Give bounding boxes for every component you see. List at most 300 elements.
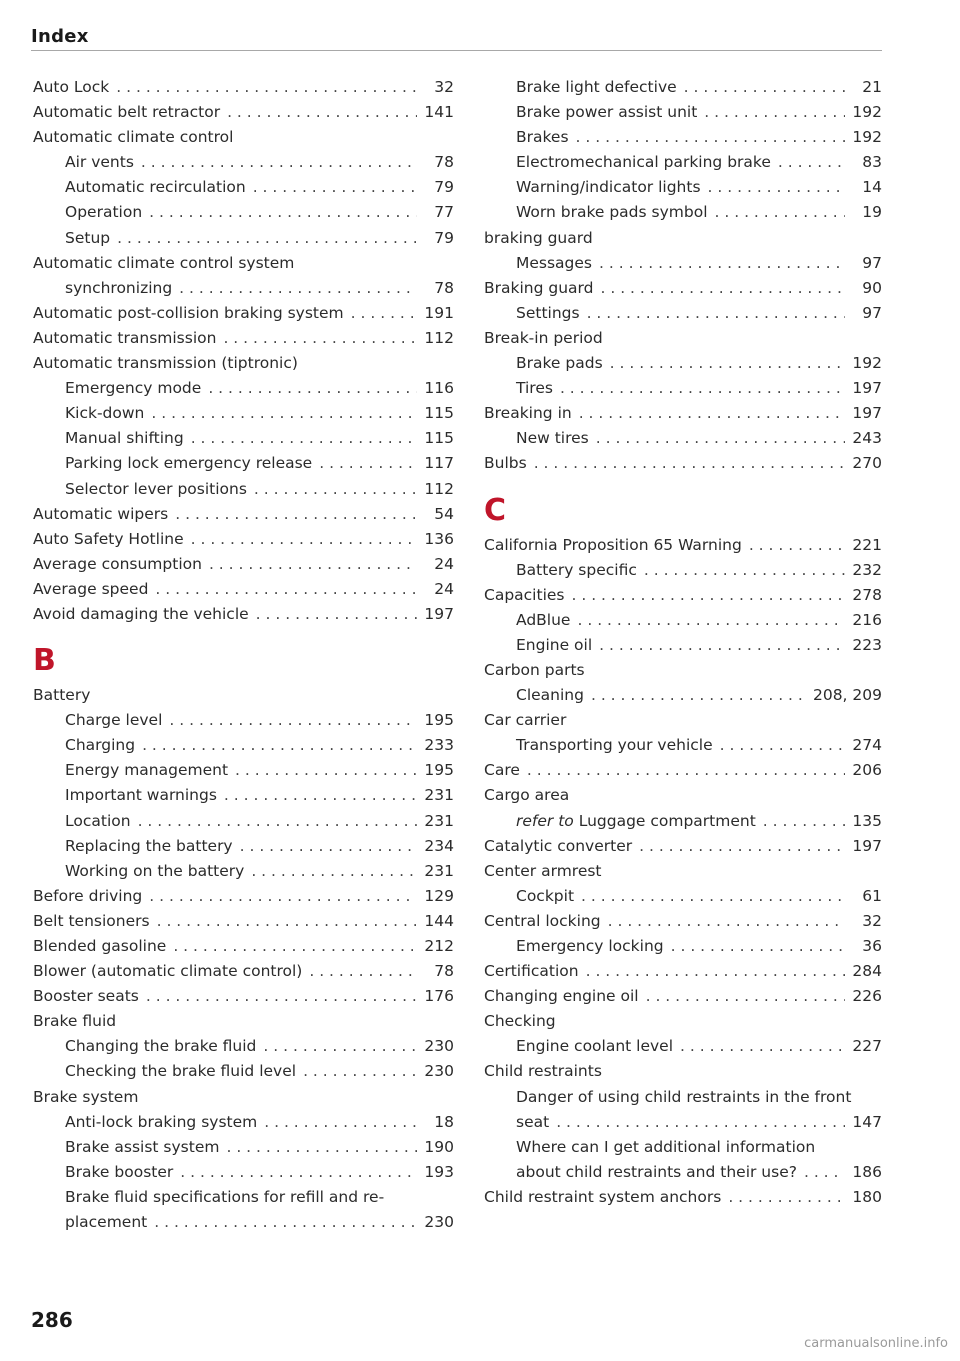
index-subentry (484, 175, 882, 200)
dot-leader (256, 602, 417, 627)
page-reference: 231 (424, 786, 454, 805)
page-reference: 78 (434, 153, 454, 172)
letter-heading: B (33, 643, 56, 679)
index-subentry (33, 226, 454, 251)
entry-label: Engine coolant level (516, 1037, 674, 1056)
page-reference: 243 (852, 429, 882, 448)
page-reference: 192 (852, 103, 882, 122)
index-entry (33, 527, 454, 552)
index-subentry (33, 733, 454, 758)
entry-label: Brake light defective (516, 78, 677, 96)
dot-leader (157, 909, 417, 934)
index-entry (484, 834, 882, 859)
entry-label: Settings (516, 303, 580, 322)
entry-prefix: refer to (516, 811, 574, 830)
index-subentry (484, 683, 882, 708)
page-reference: 24 (434, 579, 454, 598)
page-reference: 97 (862, 253, 882, 272)
index-subentry (33, 783, 454, 808)
entry-label: Transporting your vehicle (516, 736, 713, 755)
dot-leader (599, 251, 845, 276)
entry-label: Before driving (33, 886, 143, 905)
index-entry (484, 226, 882, 251)
index-entry (33, 125, 454, 150)
index-entry (33, 577, 454, 602)
entry-label: Brake pads (516, 354, 603, 373)
dot-leader (586, 959, 845, 984)
entry-label: Emergency locking (516, 937, 664, 955)
index-entry (484, 326, 882, 351)
entry-label: about child restraints and their use? (516, 1162, 797, 1181)
page-reference: 270 (852, 454, 882, 473)
index-entry (33, 502, 454, 527)
dot-leader (180, 1160, 417, 1185)
dot-leader (155, 577, 417, 602)
entry-label: Energy management (65, 761, 229, 780)
index-subentry (484, 558, 882, 583)
index-entry (484, 1185, 882, 1210)
entry-label: Break-in period (484, 328, 603, 347)
dot-leader (527, 758, 845, 783)
entry-label: Parking lock emergency release (65, 454, 313, 473)
index-subentry (33, 150, 454, 175)
dot-leader (708, 175, 845, 200)
index-subentry (484, 633, 882, 658)
dot-leader (191, 426, 417, 451)
dot-leader (226, 1135, 417, 1160)
index-entry (33, 934, 454, 959)
entry-label: Bulbs (484, 454, 527, 473)
watermark: carmanualsonline.info (804, 1336, 948, 1351)
dot-leader (778, 150, 845, 175)
dot-leader (263, 1034, 417, 1059)
page-reference: 233 (424, 736, 454, 755)
letter-heading: C (484, 492, 507, 528)
entry-label: Battery specific (516, 560, 637, 579)
dot-leader (175, 502, 417, 527)
page-reference: 231 (424, 861, 454, 880)
dot-leader (596, 426, 845, 451)
index-subentry (33, 276, 454, 301)
entry-label: Automatic wipers (33, 504, 169, 523)
entry-label: Certification (484, 962, 579, 981)
index-entry (484, 859, 882, 884)
page-number: 286 (31, 1308, 73, 1332)
index-subentry (33, 859, 454, 884)
entry-label: Changing engine oil (484, 987, 639, 1006)
dot-leader (728, 1185, 845, 1210)
entry-label: Important warnings (65, 786, 217, 805)
entry-label: Belt tensioners (33, 911, 150, 930)
page-reference: 21 (862, 78, 882, 96)
dot-leader (138, 809, 417, 834)
index-column-right (484, 75, 882, 1210)
index-subentry (33, 426, 454, 451)
page-reference: 223 (852, 635, 882, 654)
dot-leader (556, 1110, 845, 1135)
page-reference: 232 (852, 560, 882, 579)
index-entry (33, 984, 454, 1009)
page-reference: 24 (434, 554, 454, 573)
index-subentry (33, 1110, 454, 1135)
entry-label: Car carrier (484, 711, 567, 730)
page-reference: 97 (862, 303, 882, 322)
dot-leader (146, 984, 417, 1009)
dot-leader (581, 884, 845, 909)
entry-label: Emergency mode (65, 379, 202, 398)
dot-leader (142, 733, 417, 758)
page-reference: 135 (852, 811, 882, 830)
page-reference: 141 (424, 103, 454, 122)
index-subentry (484, 1110, 882, 1135)
dot-leader (235, 758, 417, 783)
index-subentry (33, 401, 454, 426)
page-reference: 230 (424, 1037, 454, 1056)
dot-leader (646, 984, 845, 1009)
entry-label: Setup (65, 228, 111, 247)
page-reference: 144 (424, 911, 454, 930)
dot-leader (224, 783, 417, 808)
entry-label: Checking the brake fluid level (65, 1062, 297, 1081)
index-subentry (484, 934, 882, 959)
page-reference: 195 (424, 711, 454, 730)
entry-label: Brakes (516, 128, 569, 147)
entry-label: California Proposition 65 Warning (484, 535, 742, 554)
index-subentry (33, 1135, 454, 1160)
dot-leader (610, 351, 845, 376)
page-reference: 212 (424, 937, 454, 955)
dot-leader (169, 708, 417, 733)
entry-label: Charging (65, 736, 136, 755)
index-subentry (484, 1135, 882, 1160)
entry-label: Cockpit (516, 886, 575, 905)
entry-label: Automatic belt retractor (33, 103, 221, 122)
dot-leader (141, 150, 417, 175)
index-subentry (33, 451, 454, 476)
index-entry (484, 583, 882, 608)
dot-leader (191, 527, 417, 552)
entry-label: Blower (automatic climate control) (33, 962, 303, 981)
entry-label: Brake booster (65, 1162, 174, 1181)
index-subentry (484, 376, 882, 401)
entry-label: Automatic recirculation (65, 178, 246, 197)
page-reference: 14 (862, 178, 882, 197)
index-entry (33, 75, 454, 100)
dot-leader (608, 909, 845, 934)
page-reference: 78 (434, 278, 454, 297)
page-reference: 129 (424, 886, 454, 905)
page-reference: 216 (852, 610, 882, 629)
page-reference: 231 (424, 811, 454, 830)
index-subentry (484, 426, 882, 451)
entry-label: Catalytic converter (484, 836, 633, 855)
index-subentry (33, 1059, 454, 1084)
dot-leader (223, 326, 417, 351)
index-subentry (33, 1210, 454, 1235)
index-entry (484, 658, 882, 683)
entry-label: Cargo area (484, 786, 570, 805)
dot-leader (179, 276, 417, 301)
entry-label: Care (484, 761, 520, 780)
dot-leader (571, 583, 845, 608)
dot-leader (209, 552, 417, 577)
entry-label: braking guard (484, 228, 593, 247)
entry-label: Changing the brake fluid (65, 1037, 257, 1056)
dot-leader (720, 733, 845, 758)
index-subentry (33, 1185, 454, 1210)
page-reference: 77 (434, 203, 454, 222)
page-reference: 197 (852, 836, 882, 855)
dot-leader (576, 125, 845, 150)
index-subentry (484, 884, 882, 909)
entry-label: Automatic transmission (33, 328, 217, 347)
dot-leader (579, 401, 845, 426)
index-subentry (33, 758, 454, 783)
index-entry (484, 276, 882, 301)
dot-leader (600, 276, 845, 301)
entry-label (516, 809, 756, 834)
entry-label: Braking guard (484, 278, 594, 297)
index-subentry (33, 1160, 454, 1185)
dot-leader (577, 608, 845, 633)
index-subentry (484, 301, 882, 326)
index-subentry (33, 708, 454, 733)
entry-label: Brake assist system (65, 1137, 220, 1156)
page-reference: 195 (424, 761, 454, 780)
index-entry (484, 783, 882, 808)
dot-leader (309, 959, 417, 984)
index-subentry (33, 1034, 454, 1059)
index-subentry (33, 376, 454, 401)
index-subentry (484, 733, 882, 758)
entry-label: Worn brake pads symbol (516, 203, 708, 222)
dot-leader (319, 451, 417, 476)
dot-leader (303, 1059, 417, 1084)
index-subentry (484, 251, 882, 276)
page-reference: 61 (862, 886, 882, 905)
index-entry (33, 1085, 454, 1110)
dot-leader (173, 934, 417, 959)
entry-label: placement (65, 1213, 148, 1232)
page-reference: 176 (424, 987, 454, 1006)
dot-leader (253, 175, 417, 200)
page-reference: 115 (424, 429, 454, 448)
dot-leader (591, 683, 806, 708)
page-reference: 90 (862, 278, 882, 297)
entry-label: Air vents (65, 153, 134, 172)
entry-label: Manual shifting (65, 429, 184, 448)
dot-leader (254, 477, 417, 502)
index-entry (33, 100, 454, 125)
index-subentry (484, 150, 882, 175)
page-reference: 116 (424, 379, 454, 398)
page-reference: 117 (424, 454, 454, 473)
page-reference: 193 (424, 1162, 454, 1181)
page-reference: 197 (852, 379, 882, 398)
index-subentry (33, 834, 454, 859)
page-reference: 190 (424, 1137, 454, 1156)
page-reference: 180 (852, 1187, 882, 1206)
index-entry (33, 251, 454, 276)
page-reference: 227 (852, 1037, 882, 1056)
page-reference: 112 (424, 328, 454, 347)
dot-leader (116, 75, 417, 100)
page-reference: 36 (862, 937, 882, 955)
index-subentry (33, 477, 454, 502)
entry-label: Brake fluid (33, 1012, 117, 1031)
entry-label: Automatic post-collision braking system (33, 303, 344, 322)
entry-label: Brake fluid specifications for refill and re- (65, 1187, 385, 1206)
index-subentry (33, 809, 454, 834)
entry-label: Cleaning (516, 686, 584, 705)
index-subentry (484, 1034, 882, 1059)
page-reference: 284 (852, 962, 882, 981)
page-reference: 19 (862, 203, 882, 222)
index-entry (484, 451, 882, 476)
entry-label: Capacities (484, 585, 565, 604)
dot-leader (149, 884, 417, 909)
index-subentry (33, 175, 454, 200)
page-reference: 278 (852, 585, 882, 604)
entry-label: Operation (65, 203, 143, 222)
entry-label: seat (516, 1112, 550, 1131)
dot-leader (149, 200, 417, 225)
dot-leader (208, 376, 417, 401)
page-reference: 191 (424, 303, 454, 322)
page-reference: 18 (434, 1112, 454, 1131)
entry-label: New tires (516, 429, 589, 448)
entry-label: Blended gasoline (33, 937, 167, 955)
dot-leader (715, 200, 845, 225)
page-reference: 32 (862, 911, 882, 930)
entry-label: Danger of using child restraints in the front (516, 1087, 852, 1106)
index-entry (33, 909, 454, 934)
header-divider (31, 50, 882, 51)
dot-leader (749, 533, 845, 558)
dot-leader (704, 100, 845, 125)
dot-leader (599, 633, 845, 658)
index-entry (33, 602, 454, 627)
page-reference: 230 (424, 1062, 454, 1081)
page-reference: 234 (424, 836, 454, 855)
index-subentry (484, 125, 882, 150)
entry-label: Working on the battery (65, 861, 245, 880)
dot-leader (671, 934, 845, 959)
page-reference: 221 (852, 535, 882, 554)
entry-label: Automatic transmission (tiptronic) (33, 354, 298, 373)
entry-label: Central locking (484, 911, 601, 930)
entry-label: Messages (516, 253, 593, 272)
entry-label: Checking (484, 1012, 556, 1031)
entry-label-text: Luggage compartment (578, 811, 756, 830)
entry-label: Selector lever positions (65, 479, 247, 498)
entry-label: Location (65, 811, 131, 830)
dot-leader (151, 401, 417, 426)
entry-label: Carbon parts (484, 660, 585, 679)
index-entry (484, 401, 882, 426)
entry-label: Anti-lock braking system (65, 1112, 258, 1131)
index-entry (33, 301, 454, 326)
index-entry (484, 1009, 882, 1034)
dot-leader (251, 859, 417, 884)
dot-leader (684, 75, 845, 100)
dot-leader (351, 301, 417, 326)
dot-leader (804, 1160, 845, 1185)
dot-leader (680, 1034, 845, 1059)
entry-label: Avoid damaging the vehicle (33, 604, 249, 623)
page-reference: 206 (852, 761, 882, 780)
entry-label: AdBlue (516, 610, 571, 629)
entry-label: Auto Lock (33, 78, 110, 96)
index-column-left (33, 75, 454, 1235)
index-entry (33, 959, 454, 984)
page-reference: 208, 209 (812, 686, 882, 705)
entry-label: Child restraints (484, 1062, 602, 1081)
index-entry (33, 351, 454, 376)
index-subentry (33, 200, 454, 225)
dot-leader (227, 100, 417, 125)
index-subentry (484, 200, 882, 225)
entry-label: Engine oil (516, 635, 593, 654)
entry-label: Child restraint system anchors (484, 1187, 722, 1206)
dot-leader (154, 1210, 417, 1235)
page-reference: 274 (852, 736, 882, 755)
page-reference: 186 (852, 1162, 882, 1181)
entry-label: Automatic climate control system (33, 253, 295, 272)
page-reference: 147 (852, 1112, 882, 1131)
index-entry (33, 683, 454, 708)
index-subentry (484, 608, 882, 633)
entry-label: Where can I get additional information (516, 1137, 816, 1156)
entry-label: Replacing the battery (65, 836, 233, 855)
page-reference: 197 (852, 404, 882, 423)
dot-leader (264, 1110, 417, 1135)
entry-label: Average speed (33, 579, 149, 598)
dot-leader (240, 834, 417, 859)
dot-leader (763, 809, 845, 834)
page-reference: 192 (852, 354, 882, 373)
index-entry (33, 1009, 454, 1034)
entry-label: Electromechanical parking brake (516, 153, 771, 172)
index-entry (484, 909, 882, 934)
entry-label: Charge level (65, 711, 163, 730)
entry-label: Automatic climate control (33, 128, 234, 147)
entry-label: Warning/indicator lights (516, 178, 701, 197)
page-reference: 32 (434, 78, 454, 96)
index-entry (484, 959, 882, 984)
entry-label: Average consumption (33, 554, 202, 573)
entry-label: Brake system (33, 1087, 139, 1106)
entry-label: Breaking in (484, 404, 572, 423)
page-reference: 79 (434, 178, 454, 197)
page-reference: 230 (424, 1213, 454, 1232)
index-entry (33, 326, 454, 351)
page-reference: 79 (434, 228, 454, 247)
index-subentry (484, 75, 882, 100)
entry-label: Booster seats (33, 987, 139, 1006)
index-subentry (484, 1085, 882, 1110)
index-subentry (484, 809, 882, 834)
index-subentry (484, 1160, 882, 1185)
entry-label: Center armrest (484, 861, 602, 880)
dot-leader (639, 834, 845, 859)
index-entry (484, 708, 882, 733)
index-entry (484, 1059, 882, 1084)
page-reference: 83 (862, 153, 882, 172)
entry-label: synchronizing (65, 278, 173, 297)
entry-label: Battery (33, 686, 91, 705)
dot-leader (560, 376, 845, 401)
